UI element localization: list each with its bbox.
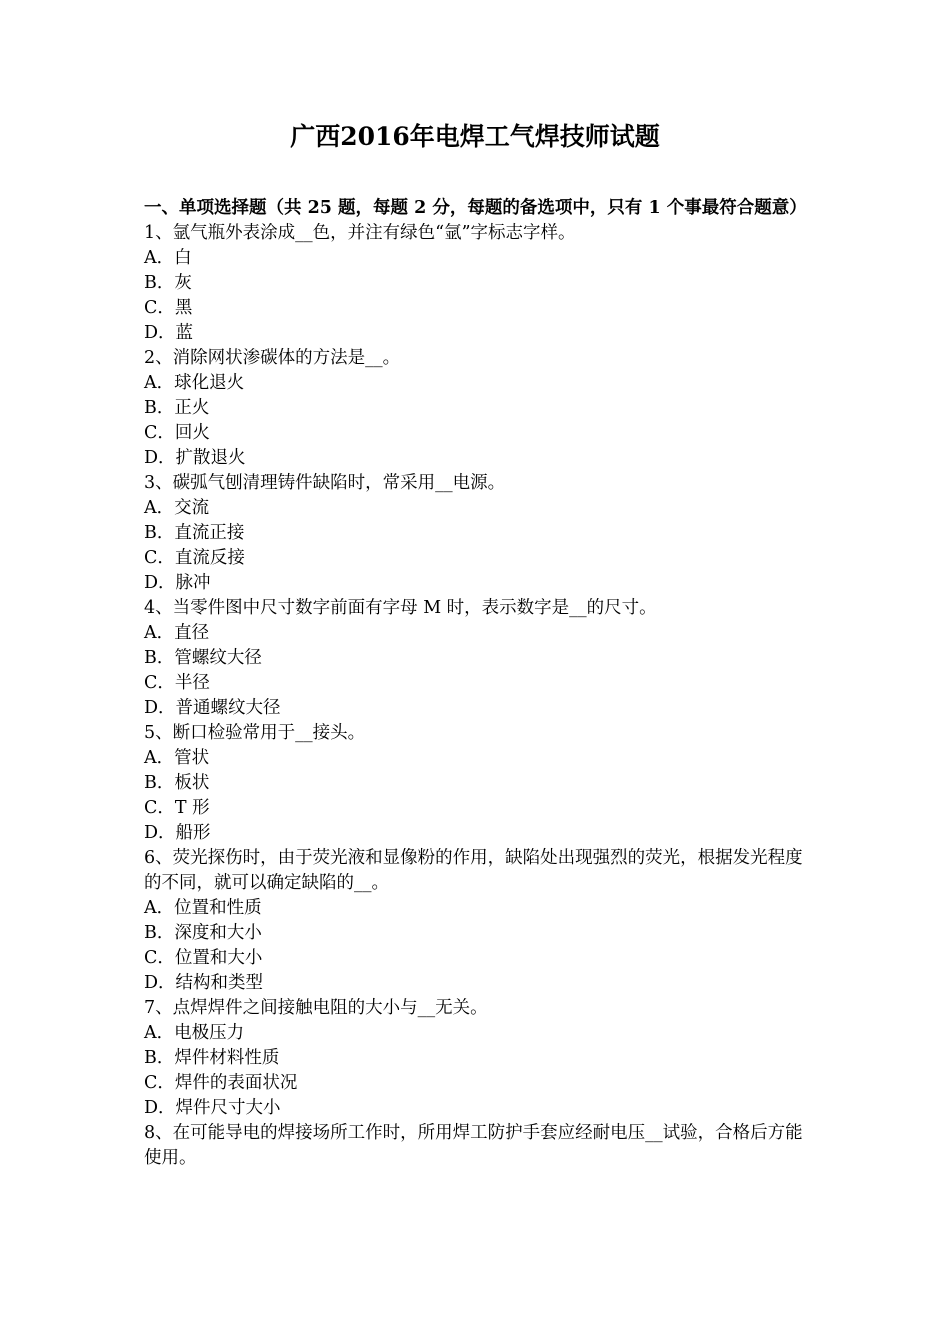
option-d: D．蓝: [144, 323, 194, 343]
option-c: C．回火: [144, 423, 210, 443]
question-3: [144, 471, 814, 596]
question-6: [144, 846, 814, 996]
question-5: [144, 721, 814, 846]
option-c: C．焊件的表面状况: [144, 1073, 298, 1093]
option-b: B．正火: [144, 398, 210, 418]
question-2: [144, 346, 814, 471]
question-7: [144, 996, 814, 1121]
question-text: 5、断口检验常用于__接头。: [144, 723, 366, 743]
option-c: C．T 形: [144, 798, 210, 818]
option-b: B．管螺纹大径: [144, 648, 262, 668]
question-text: 7、点焊焊件之间接触电阻的大小与__无关。: [144, 998, 488, 1018]
option-a: A．位置和性质: [144, 898, 262, 918]
option-list: [144, 496, 814, 596]
option-b: B．灰: [144, 273, 192, 293]
option-b: B．深度和大小: [144, 923, 262, 943]
option-b: B．直流正接: [144, 523, 245, 543]
question-text: 2、消除网状渗碳体的方法是__。: [144, 348, 401, 368]
option-d: D．船形: [144, 823, 211, 843]
option-list: [144, 896, 814, 996]
question-text: 4、当零件图中尺寸数字前面有字母 M 时，表示数字是__的尺寸。: [144, 598, 657, 618]
option-a: A．交流: [144, 498, 210, 518]
option-c: C．半径: [144, 673, 210, 693]
option-list: [144, 746, 814, 846]
option-d: D．焊件尺寸大小: [144, 1098, 281, 1118]
option-c: C．直流反接: [144, 548, 245, 568]
question-text: 1、氩气瓶外表涂成__色，并注有绿色“氩”字标志字样。: [144, 223, 576, 243]
option-a: A．白: [144, 248, 192, 268]
option-list: [144, 246, 814, 346]
option-list: [144, 621, 814, 721]
option-c: C．黑: [144, 298, 193, 318]
option-d: D．扩散退火: [144, 448, 246, 468]
option-a: A．球化退火: [144, 373, 245, 393]
document-title: 广西2016年电焊工气焊技师试题: [290, 122, 660, 151]
question-8: [144, 1121, 814, 1171]
option-a: A．电极压力: [144, 1023, 245, 1043]
question-text: 3、碳弧气刨清理铸件缺陷时，常采用__电源。: [144, 473, 506, 493]
section-heading: 一、单项选择题（共 25 题，每题 2 分，每题的备选项中，只有 1 个事最符合题意）: [144, 198, 807, 218]
option-list: [144, 1021, 814, 1121]
option-a: A．直径: [144, 623, 210, 643]
question-text: 8、在可能导电的焊接场所工作时，所用焊工防护手套应经耐电压__试验，合格后方能使用。: [144, 1123, 803, 1168]
option-d: D．脉冲: [144, 573, 211, 593]
option-a: A．管状: [144, 748, 210, 768]
question-text: 6、荧光探伤时，由于荧光液和显像粉的作用，缺陷处出现强烈的荧光，根据发光程度的不同，就可以确定缺陷的__。: [144, 848, 803, 893]
document-body: [144, 196, 814, 1171]
option-b: B．板状: [144, 773, 210, 793]
option-list: [144, 371, 814, 471]
option-d: D．普通螺纹大径: [144, 698, 281, 718]
question-4: [144, 596, 814, 721]
option-d: D．结构和类型: [144, 973, 264, 993]
option-b: B．焊件材料性质: [144, 1048, 280, 1068]
option-c: C．位置和大小: [144, 948, 263, 968]
question-1: [144, 221, 814, 346]
